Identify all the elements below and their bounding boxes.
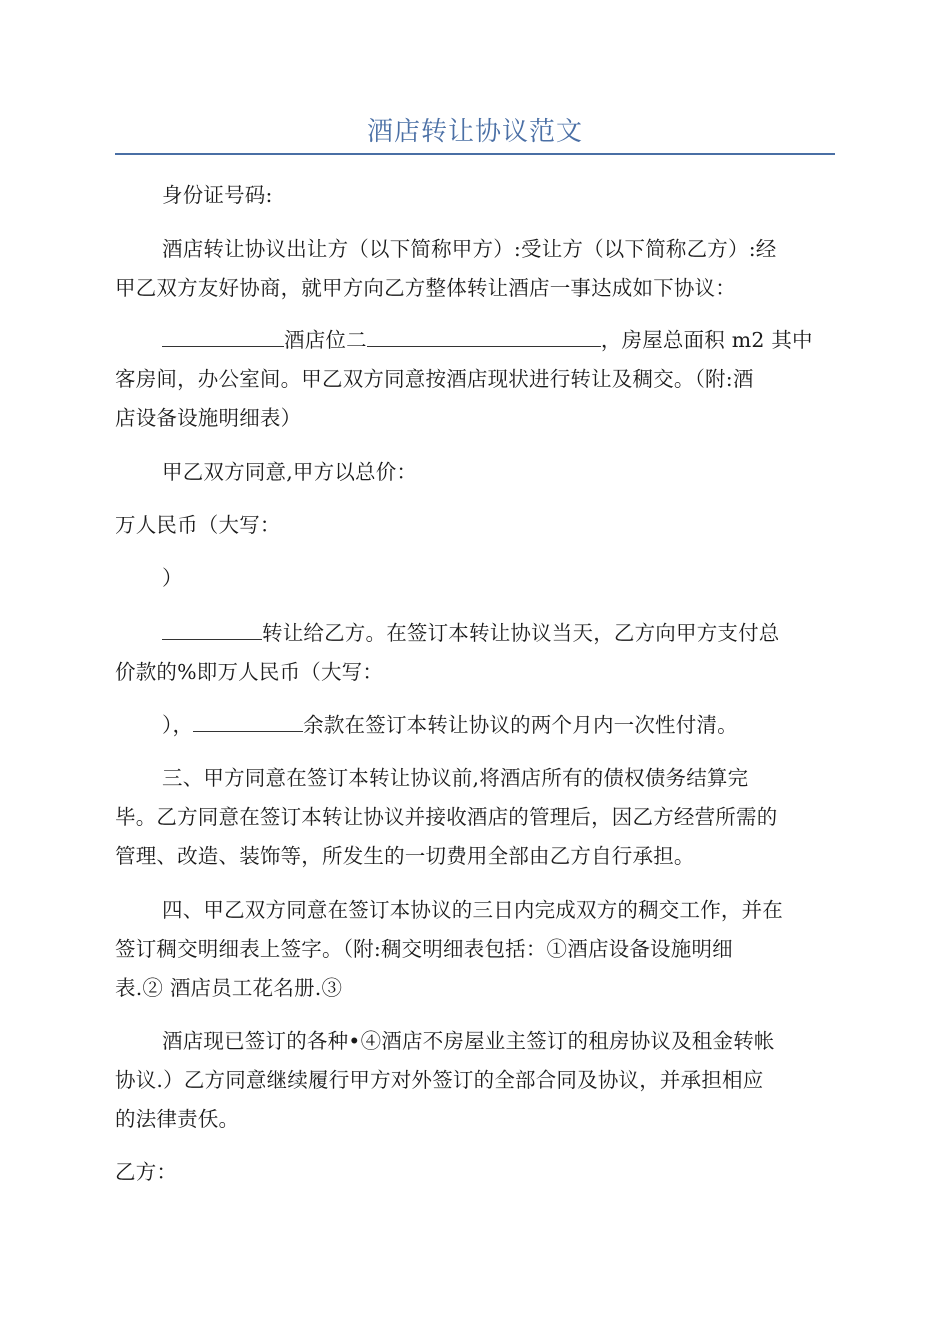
text-line: 协议.）乙方同意继续履行甲方对外签订的全部合同及协议，并承担相应 xyxy=(115,1068,764,1092)
clause-three-paragraph xyxy=(115,759,835,876)
text-line xyxy=(162,706,835,745)
text-span: ，房屋总面积 m2 其中 xyxy=(600,328,813,352)
party-b-signature-label xyxy=(115,1153,835,1192)
text-line: 四、甲乙双方同意在签订本协议的三日内完成双方的稠交工作，并在 xyxy=(162,898,783,922)
text-line: 表.② 酒店员工花名册.③ xyxy=(115,976,343,1000)
text-span: ）， xyxy=(162,713,194,737)
blank-field xyxy=(193,711,303,732)
blank-field xyxy=(367,326,601,347)
transfer-paragraph xyxy=(115,614,835,692)
text-line: ） xyxy=(162,566,183,590)
intro-paragraph xyxy=(115,230,835,308)
text-line: 的法律责仸。 xyxy=(115,1107,240,1131)
hotel-location-paragraph xyxy=(115,321,835,438)
text-line: 价款的%即万人民币（大写： xyxy=(115,660,384,684)
text-line: 三、甲方同意在签订本转让协议前,将酒店所有的债权债务结算完 xyxy=(162,766,749,790)
title-underline xyxy=(115,153,835,155)
text-line: 酒店现已签订的各种•④酒店不房屋业主签订的租房协议及租金转帐 xyxy=(162,1029,775,1053)
closing-bracket-paragraph xyxy=(115,559,835,598)
text-line xyxy=(115,614,835,653)
amount-paragraph xyxy=(115,506,835,545)
text-line: 万人民币（大写： xyxy=(115,513,281,537)
text-span: 余款在签订本转让协议的两个月内一次性付清。 xyxy=(303,713,738,737)
text-line: 客房间，办公室间。甲乙双方同意按酒店现状进行转让及稠交。（附:酒 xyxy=(115,367,754,391)
text-line: 酒店转让协议出让方（以下简称甲方）:受让方（以下简称乙方）:经 xyxy=(162,237,777,261)
text-line: 毕。乙方同意在签订本转让协议并接收酒店的管理后，因乙方经营所需的 xyxy=(115,805,778,829)
text-line: 店设备设施明细表） xyxy=(115,406,302,430)
contracts-paragraph xyxy=(115,1022,835,1139)
text-line: 管理、改造、装饰等，所发生的一切费用全部由乙方自行承担。 xyxy=(115,844,695,868)
text-span: 转让给乙方。在签订本转让协议当天，乙方向甲方支付总 xyxy=(262,621,780,645)
text-line: 乙方： xyxy=(115,1160,178,1184)
blank-field xyxy=(162,619,262,640)
text-line: 甲乙双方同意,甲方以总价： xyxy=(162,460,418,484)
balance-paragraph xyxy=(115,706,835,745)
text-line: 身份证号码: xyxy=(162,183,273,207)
document-title: 酒店转让协议范文 xyxy=(366,117,583,147)
text-line xyxy=(115,321,835,360)
blank-field xyxy=(162,326,284,347)
id-number-paragraph xyxy=(115,176,835,215)
total-price-paragraph xyxy=(115,453,835,492)
text-line: 签订稠交明细表上签字。（附:稠交明细表包括：①酒店设备设施明细 xyxy=(115,937,733,961)
text-span: 酒店位二 xyxy=(284,328,367,352)
text-line: 甲乙双方友好协商，就甲方向乙方整体转让酒店一事达成如下协议： xyxy=(115,276,736,300)
clause-four-paragraph xyxy=(115,891,835,1008)
